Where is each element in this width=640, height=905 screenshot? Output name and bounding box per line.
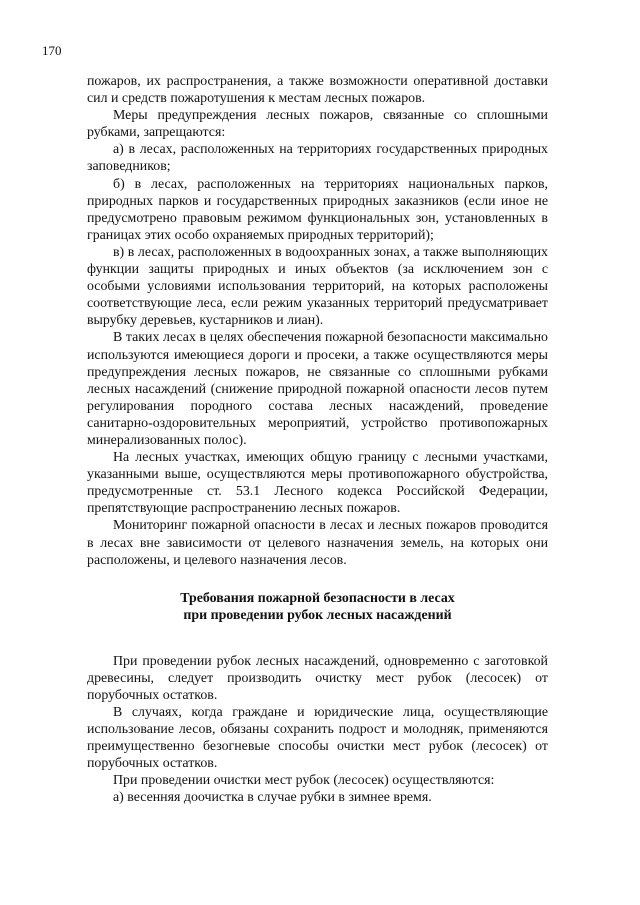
paragraph-cleanup: При проведении рубок лесных насаждений, одновременно с заготовкой древесины, следует производить очистку мест рубок (лесосек) от порубочных остатков. bbox=[87, 653, 548, 703]
paragraph-prohibitions-intro: Меры предупреждения лесных пожаров, связанные со сплошными рубками, запрещаются: bbox=[87, 108, 548, 141]
paragraph-continuation: пожаров, их распространения, а также возможности оперативной доставки сил и средств пожаротушения к местам лесных пожаров. bbox=[87, 74, 548, 107]
list-item-b-parks: б) в лесах, расположенных на территориях национальных парков, природных парков и государственных природных заказников (если иное не предусмотрено правовым режимом функциональных зон, установленных в границах этих особо охраняемых природных территорий); bbox=[87, 176, 548, 243]
paragraph-cleanup-intro: При проведении очистки мест рубок (лесосек) осуществляются: bbox=[113, 773, 495, 789]
paragraph-monitoring: Мониторинг пожарной опасности в лесах и лесных пожаров проводится в лесах вне зависимости от целевого назначения земель, на которых они расположены, и целевого назначения лесов. bbox=[87, 518, 548, 568]
section-heading-line-2: при проведении рубок лесных насаждений bbox=[183, 608, 452, 624]
page-body bbox=[87, 73, 548, 807]
paragraph-fireless-methods: В случаях, когда граждане и юридические лица, осуществляющие использование лесов, обязаны сохранить подрост и молодняк, применяются преимущественно безогневые способы очистки мест рубок (лесосек) от порубочных остатков. bbox=[87, 705, 548, 772]
section-heading bbox=[87, 590, 548, 625]
page-number: 170 bbox=[42, 43, 62, 58]
paragraph-adjacent-plots: На лесных участках, имеющих общую границу с лесными участками, указанными выше, осуществляются меры противопожарного обустройства, предусмотренные ст. 53.1 Лесного кодекса Российской Федерации, препятствующие распространению лесных пожаров. bbox=[87, 450, 548, 517]
list-item-a-reserves: а) в лесах, расположенных на территориях государственных природных заповедников; bbox=[87, 142, 548, 175]
paragraph-safety-measures: В таких лесах в целях обеспечения пожарной безопасности максимально используются имеющиеся дороги и просеки, а также осуществляются меры предупреждения лесных пожаров, не связанные со сплошными рубками лесных насаждений (снижение природной пожарной опасности лесов путем регулирования породного состава лесных насаждений, проведение санитарно-оздоровительных мероприятий, устройство противопожарных минерализованных полос). bbox=[87, 330, 548, 448]
list-item-a-spring-cleanup: а) весенняя доочистка в случае рубки в зимнее время. bbox=[113, 790, 432, 806]
list-item-c-water-zones: в) в лесах, расположенных в водоохранных зонах, а также выполняющих функции защиты природных и иных объектов (за исключением зон с особыми условиями использования территорий, на которых расположены соответствующие леса, если режим указанных территорий предусматривает вырубку деревьев, кустарников и лиан). bbox=[87, 244, 548, 329]
section-heading-line-1: Требования пожарной безопасности в лесах bbox=[180, 590, 455, 606]
